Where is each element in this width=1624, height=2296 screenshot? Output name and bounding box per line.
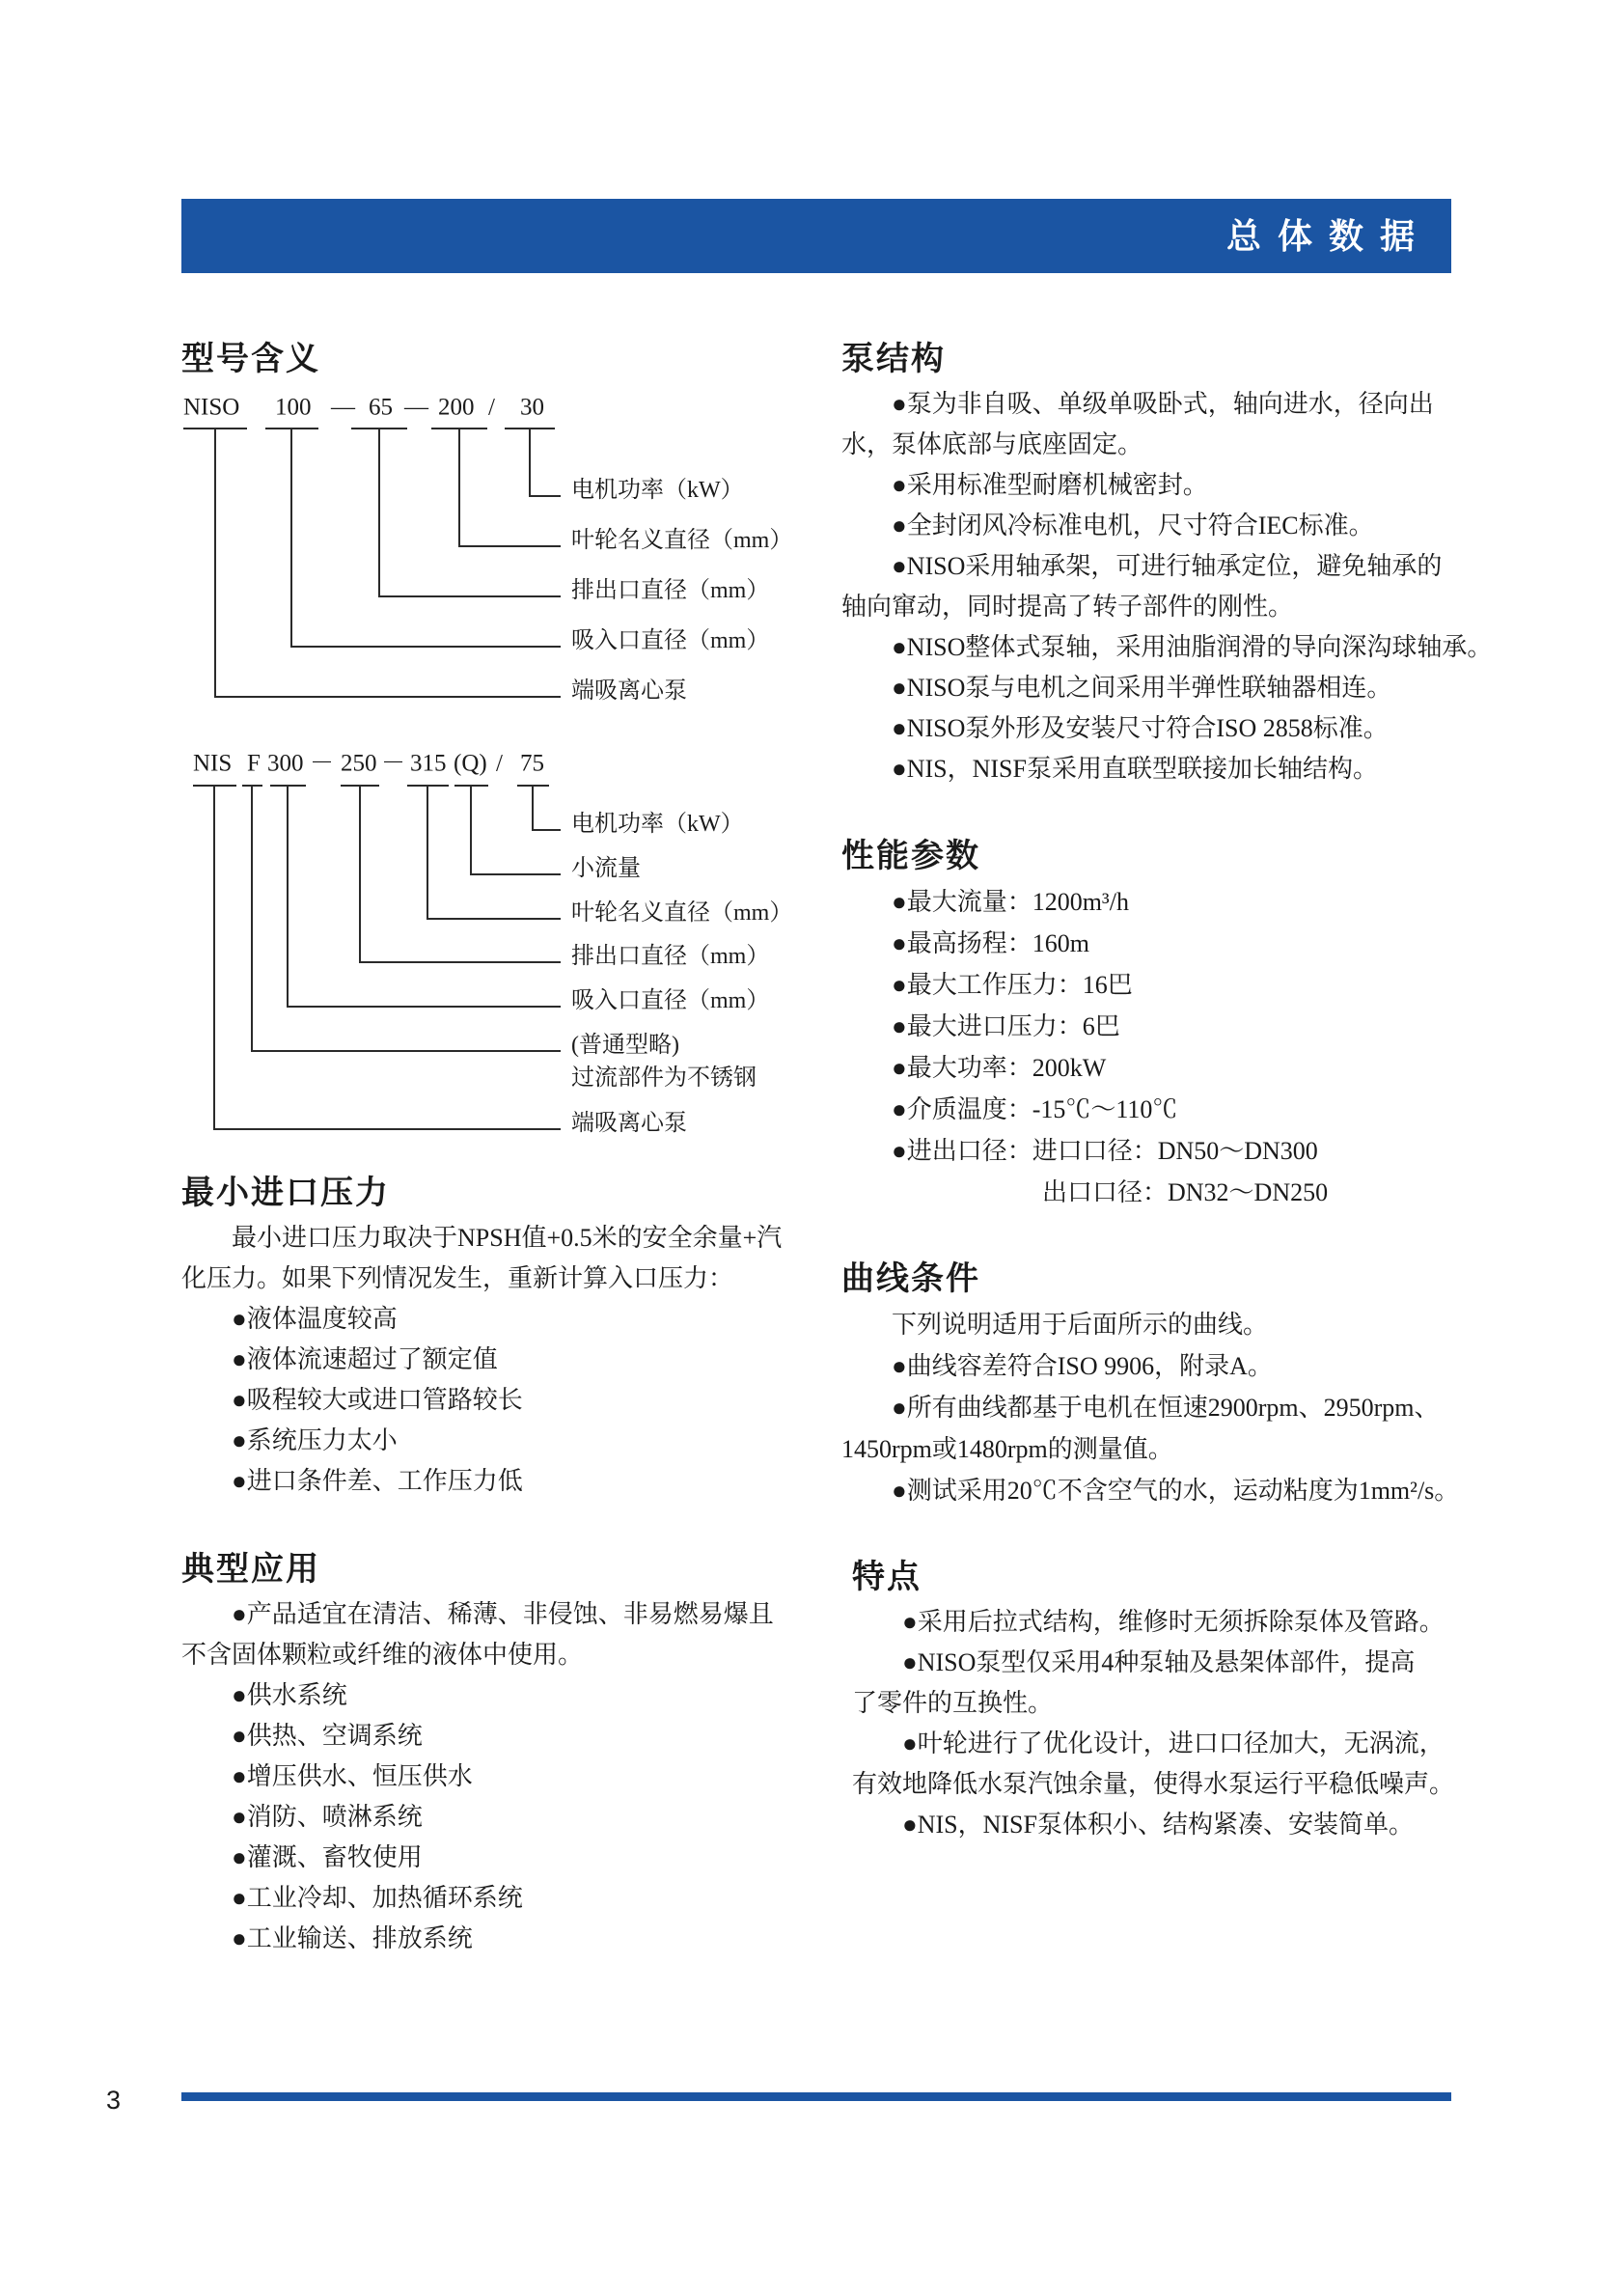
bullet-item: ●NISO整体式泵轴，采用油脂润滑的导向深沟球轴承。 [892,633,1493,661]
bullet-item: ●测试采用20℃不含空气的水，运动粘度为1mm²/s。 [892,1477,1460,1505]
model-meaning-section [181,340,320,384]
bullet-item: ●吸程较大或进口管路较长 [232,1386,523,1414]
min-inlet-pressure-section [181,1174,782,1502]
bullet-item [852,1643,1454,1724]
label-outlet-diameter: 排出口直径（mm） [571,578,770,603]
label-inlet-diameter: 吸入口直径（mm） [571,628,770,653]
code-separator: — [404,394,428,421]
paragraph-line: ●NISO采用轴承架，可进行轴承定位，避免轴承的 [892,552,1443,580]
code-part-outlet: 250 [341,750,377,777]
typical-applications-section [181,1550,774,1959]
bullet-item: ●NIS，NISF泵体积小、结构紧凑、安装简单。 [902,1811,1414,1839]
bullet-item [852,1724,1454,1805]
label-pump-type: 端吸离心泵 [571,1111,687,1136]
bullet-item: ●采用后拉式结构，维修时无须拆除泵体及管路。 [902,1608,1445,1636]
paragraph-line: 最小进口压力取决于NPSH值+0.5米的安全余量+汽 [232,1224,783,1252]
paragraph-line: 水，泵体底部与底座固定。 [841,430,1143,458]
paragraph-line: 轴向窜动，同时提高了转子部件的刚性。 [841,593,1294,621]
code-part-material: F [247,750,261,777]
pump-structure-heading: 泵结构 [841,341,946,377]
performance-heading: 性能参数 [841,838,980,874]
typical-applications-heading: 典型应用 [181,1551,320,1588]
bullet-item: ●全封闭风冷标准电机，尺寸符合IEC标准。 [892,512,1374,539]
bullet-item: ●NISO泵外形及安装尺寸符合ISO 2858标准。 [892,714,1389,742]
label-outlet-diameter: 排出口直径（mm） [571,944,770,969]
paragraph-line: ●叶轮进行了优化设计，进口口径加大，无涡流， [902,1729,1445,1757]
leader-line-impeller [459,429,561,546]
bullet-item: ●液体流速超过了额定值 [232,1345,498,1373]
label-inlet-diameter: 吸入口直径（mm） [571,988,770,1013]
model-code-diagram-niso [181,381,857,714]
code-separator: / [488,394,495,421]
bullet-item: ●工业冷却、加热循环系统 [232,1884,523,1912]
code-separator: / [496,750,503,777]
spec-max-inlet-pressure: ●最大进口压力：6巴 [892,1012,1120,1040]
paragraph-line: ●所有曲线都基于电机在恒速2900rpm、2950rpm、 [892,1394,1440,1422]
paragraph-line: 有效地降低水泵汽蚀余量，使得水泵运行平稳低噪声。 [852,1770,1455,1798]
paragraph-line: 了零件的互换性。 [852,1689,1054,1717]
performance-section [841,837,1328,1213]
leader-line-series [214,786,561,1129]
min-inlet-pressure-heading: 最小进口压力 [181,1175,390,1211]
footer-rule [181,2092,1451,2101]
leader-line-impeller [427,786,561,919]
page-number: 3 [106,2086,122,2115]
code-part-power: 30 [520,394,544,421]
code-part-inlet: 300 [267,750,304,777]
label-standard-omitted: (普通型略) [571,1033,679,1058]
code-part-series: NIS [193,750,233,777]
leader-line-power [530,429,561,496]
spec-max-head: ●最高扬程：160m [892,929,1089,957]
paragraph-line: ●NISO泵型仅采用4种泵轴及悬架体部件，提高 [902,1648,1416,1676]
paragraph-line: 1450rpm或1480rpm的测量值。 [841,1435,1173,1463]
code-part-series: NISO [183,394,240,421]
bullet-item [841,1387,1459,1470]
bullet-item: ●供热、空调系统 [232,1722,423,1750]
bullet-item: ●NIS，NISF泵采用直联型联接加长轴结构。 [892,755,1378,783]
features-heading: 特点 [852,1559,922,1595]
label-stainless-wetted-parts: 过流部件为不锈钢 [571,1065,757,1091]
model-code-diagram-nisf [181,741,857,1147]
paragraph-line: 下列说明适用于后面所示的曲线。 [892,1311,1269,1339]
bullet-item: ●消防、喷淋系统 [232,1803,423,1831]
bullet-item: ●灌溉、畜牧使用 [232,1843,423,1871]
code-part-outlet: 65 [369,394,393,421]
leader-line-outlet [379,429,561,596]
code-part-impeller: 315 [410,750,447,777]
paragraph-line: ●泵为非自吸、单级单吸卧式，轴向进水，径向出 [892,390,1434,418]
bullet-item: ●液体温度较高 [232,1305,398,1333]
spec-outlet-diameter: 出口口径：DN32～DN250 [1042,1178,1329,1206]
paragraph-line: 化压力。如果下列情况发生，重新计算入口压力： [181,1264,734,1292]
curve-conditions-heading: 曲线条件 [841,1260,980,1297]
code-part-low-flow: (Q) [454,750,487,777]
code-separator: － [310,750,335,777]
bullet-item [181,1594,774,1675]
spec-max-power: ●最大功率：200kW [892,1054,1107,1082]
spec-max-working-pressure: ●最大工作压力：16巴 [892,971,1133,999]
label-low-flow: 小流量 [571,856,641,881]
bullet-item: ●系统压力太小 [232,1426,398,1454]
spec-medium-temperature: ●介质温度：-15℃～110℃ [892,1095,1178,1123]
page-title: 总体数据 [1225,216,1431,256]
spec-inlet-diameter: ●进出口径：进口口径：DN50～DN300 [892,1137,1318,1165]
label-motor-power: 电机功率（kW） [571,478,744,503]
model-code-diagram-nisf-svg [181,741,857,1147]
bullet-item: ●工业输送、排放系统 [232,1924,473,1952]
bullet-item: ●增压供水、恒压供水 [232,1762,473,1790]
model-code-diagram-niso-svg [181,381,857,714]
code-part-impeller: 200 [438,394,475,421]
spec-port-diameters [841,1130,1328,1213]
label-pump-type: 端吸离心泵 [571,678,687,704]
spec-max-flow: ●最大流量：1200m³/h [892,888,1129,916]
pump-structure-section [841,340,1492,789]
label-impeller-diameter: 叶轮名义直径（mm） [571,528,793,553]
code-part-inlet: 100 [275,394,312,421]
code-part-power: 75 [520,750,544,777]
code-separator: － [381,750,406,777]
leader-line-power [533,786,561,830]
bullet-item [841,384,1492,465]
bullet-item: ●曲线容差符合ISO 9906，附录A。 [892,1352,1273,1380]
paragraph-line: ●产品适宜在清洁、稀薄、非侵蚀、非易燃易爆且 [232,1600,774,1628]
bullet-item: ●进口条件差、工作压力低 [232,1467,523,1495]
intro-paragraph [181,1218,782,1299]
leader-line-inlet [288,786,561,1007]
bullet-item [841,546,1492,627]
paragraph-line: 不含固体颗粒或纤维的液体中使用。 [181,1641,584,1669]
leader-line-series [215,429,561,697]
curve-conditions-section [841,1259,1459,1511]
model-meaning-heading: 型号含义 [181,341,320,377]
code-separator: — [331,394,355,421]
leader-line-inlet [291,429,561,647]
features-section [852,1558,1454,1845]
label-motor-power: 电机功率（kW） [571,812,744,837]
bullet-item: ●NISO泵与电机之间采用半弹性联轴器相连。 [892,674,1392,702]
label-impeller-diameter: 叶轮名义直径（mm） [571,900,793,926]
bullet-item: ●采用标准型耐磨机械密封。 [892,471,1208,499]
bullet-item: ●供水系统 [232,1681,347,1709]
section-header-bar [181,199,1451,273]
